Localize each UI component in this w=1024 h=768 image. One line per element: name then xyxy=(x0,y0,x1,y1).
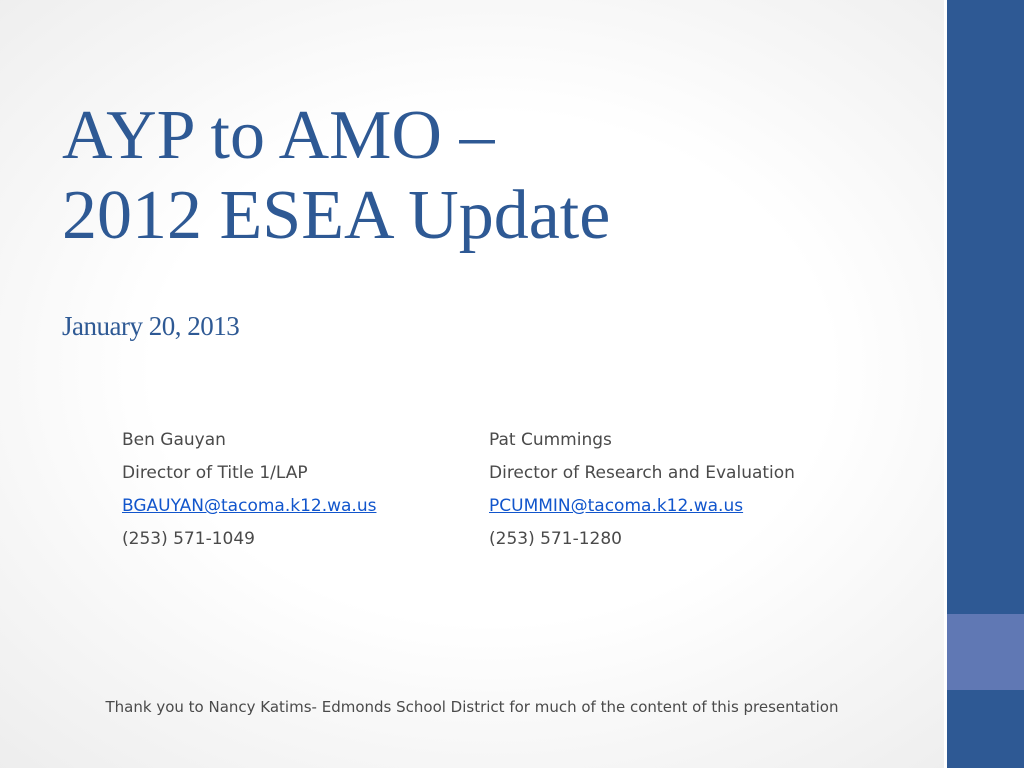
contact-email-link[interactable]: BGAUYAN@tacoma.k12.wa.us xyxy=(122,496,377,516)
decorative-band-accent xyxy=(947,614,1024,690)
contact-email-link[interactable]: PCUMMIN@tacoma.k12.wa.us xyxy=(489,496,744,516)
title-line-1: AYP to AMO – xyxy=(62,97,495,174)
contact-phone: (253) 571-1049 xyxy=(122,529,255,549)
contact-block-1 xyxy=(122,424,376,556)
slide-date: January 20, 2013 xyxy=(62,311,240,341)
contact-name: Ben Gauyan xyxy=(122,430,226,450)
contact-role: Director of Research and Evaluation xyxy=(489,463,795,483)
contact-block-2 xyxy=(489,424,795,556)
contact-role: Director of Title 1/LAP xyxy=(122,463,308,483)
contact-phone: (253) 571-1280 xyxy=(489,529,622,549)
footer-acknowledgement: Thank you to Nancy Katims- Edmonds School District for much of the content of this presentation xyxy=(105,698,839,716)
title-line-2: 2012 ESEA Update xyxy=(62,177,611,254)
contact-name: Pat Cummings xyxy=(489,430,612,450)
slide-title xyxy=(62,96,922,256)
